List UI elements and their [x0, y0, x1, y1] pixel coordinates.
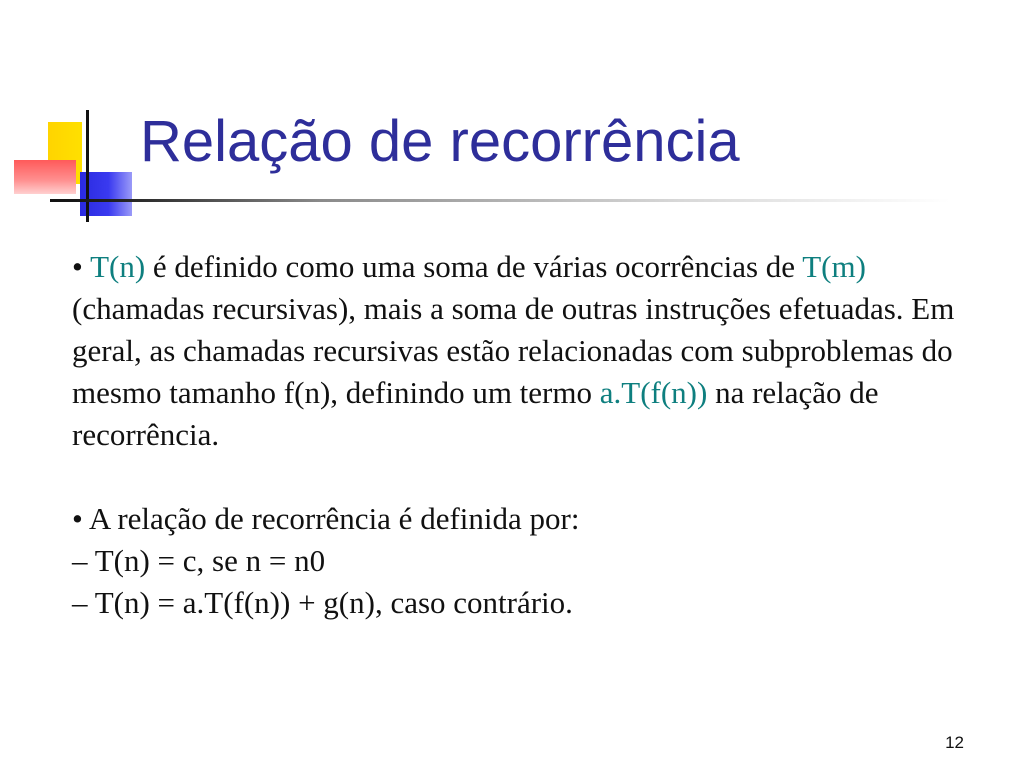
logo-vertical-line	[86, 110, 89, 222]
recurrence-general-case: – T(n) = a.T(f(n)) + g(n), caso contrário.	[72, 585, 573, 620]
term-t-n: T(n)	[90, 249, 146, 284]
bullet: •	[72, 501, 83, 536]
term-t-m: T(m)	[802, 249, 866, 284]
bullet: •	[72, 249, 83, 284]
paragraph-recurrence-intro	[72, 498, 972, 540]
slide-title: Relação de recorrência	[140, 109, 740, 174]
text-segment: é definido como uma soma de várias ocorrências de	[145, 249, 803, 284]
logo-red-square	[14, 160, 76, 194]
page-number: 12	[945, 733, 964, 752]
title-underline	[50, 199, 950, 202]
text-segment: (chamadas recursivas), mais a soma de outras instruções efetuadas. Em geral, as chamadas recursivas estão relacionadas com subproblemas do mesmo tamanho f(n), definindo um termo	[72, 291, 955, 410]
slide-body	[72, 246, 972, 624]
text-segment: A relação de recorrência é definida por:	[82, 501, 580, 536]
spacer	[72, 456, 972, 498]
recurrence-base-case: – T(n) = c, se n = n0	[72, 543, 326, 578]
paragraph-definition	[72, 246, 972, 456]
text-segment: na relação de recorrência.	[72, 375, 879, 452]
term-a-t-f-n: a.T(f(n))	[599, 375, 708, 410]
